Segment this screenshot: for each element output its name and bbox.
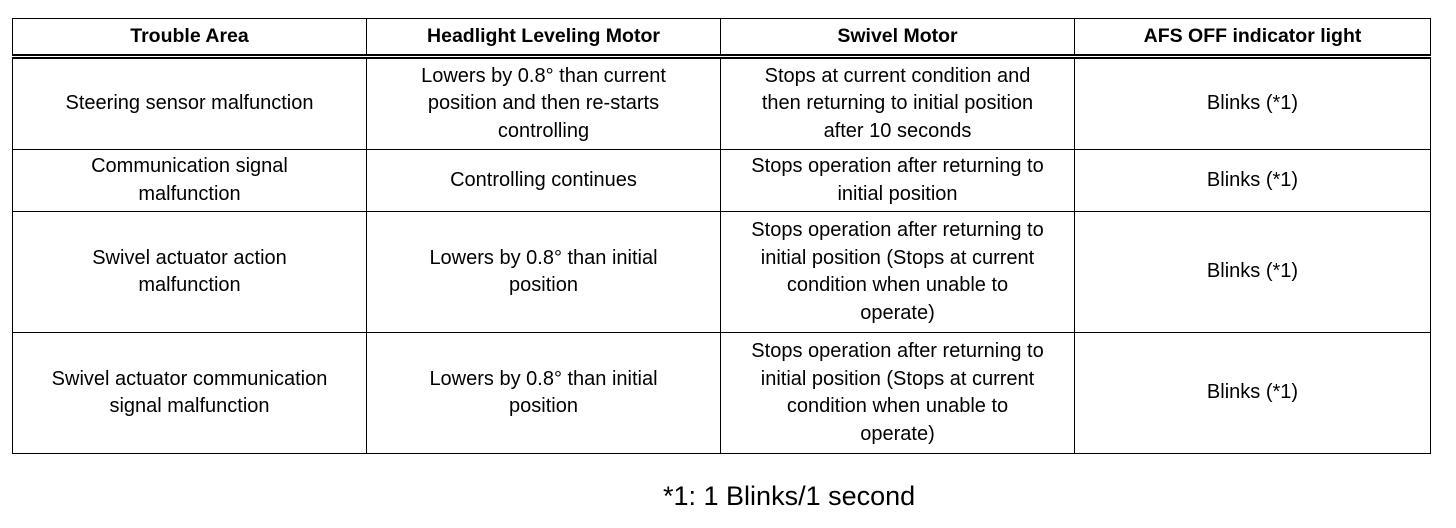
cell-text: Stops at current condition and then returning to initial position after 10 seconds <box>761 64 1034 142</box>
cell-text: Blinks (*1) <box>1206 381 1299 404</box>
cell-text: Blinks (*1) <box>1206 260 1299 283</box>
fail-safe-table-container <box>12 18 1430 454</box>
fail-safe-table <box>12 18 1431 454</box>
footnote: *1: 1 Blinks/1 second <box>663 481 916 511</box>
cell-text: Blinks (*1) <box>1206 92 1299 115</box>
header-trouble-area: Trouble Area <box>13 19 367 57</box>
table-row <box>13 333 1431 454</box>
table-header-row <box>13 19 1431 57</box>
cell-swivel-motor <box>721 212 1075 333</box>
table-row <box>13 57 1431 150</box>
cell-trouble-area <box>13 150 367 212</box>
header-swivel-motor: Swivel Motor <box>721 19 1075 57</box>
cell-trouble-area <box>13 212 367 333</box>
cell-swivel-motor <box>721 57 1075 150</box>
cell-text: Blinks (*1) <box>1206 168 1299 191</box>
cell-text: Steering sensor malfunction <box>65 92 314 115</box>
cell-text: Swivel actuator communication signal malfunction <box>51 367 328 417</box>
cell-text: Communication signal malfunction <box>91 155 288 205</box>
cell-indicator <box>1075 150 1431 212</box>
cell-trouble-area <box>13 333 367 454</box>
cell-text: Lowers by 0.8° than current position and then re-starts controlling <box>421 64 666 142</box>
cell-text: Stops operation after returning to initial position <box>751 155 1044 205</box>
cell-text: Swivel actuator action malfunction <box>92 246 287 296</box>
table-row <box>13 212 1431 333</box>
cell-trouble-area <box>13 57 367 150</box>
header-afs-off-indicator-light: AFS OFF indicator light <box>1075 19 1431 57</box>
cell-leveling-motor <box>367 150 721 212</box>
cell-leveling-motor <box>367 212 721 333</box>
cell-indicator <box>1075 57 1431 150</box>
cell-text: Controlling continues <box>450 168 637 191</box>
cell-text: Lowers by 0.8° than initial position <box>429 367 658 417</box>
cell-text: Stops operation after returning to initial position (Stops at current condition when unable to operate) <box>751 340 1044 445</box>
cell-leveling-motor <box>367 333 721 454</box>
cell-text: Stops operation after returning to initial position (Stops at current condition when unable to operate) <box>751 219 1044 324</box>
table-row <box>13 150 1431 212</box>
cell-leveling-motor <box>367 57 721 150</box>
header-headlight-leveling-motor: Headlight Leveling Motor <box>367 19 721 57</box>
cell-swivel-motor <box>721 150 1075 212</box>
cell-indicator <box>1075 212 1431 333</box>
cell-swivel-motor <box>721 333 1075 454</box>
cell-text: Lowers by 0.8° than initial position <box>429 246 658 296</box>
cell-indicator <box>1075 333 1431 454</box>
